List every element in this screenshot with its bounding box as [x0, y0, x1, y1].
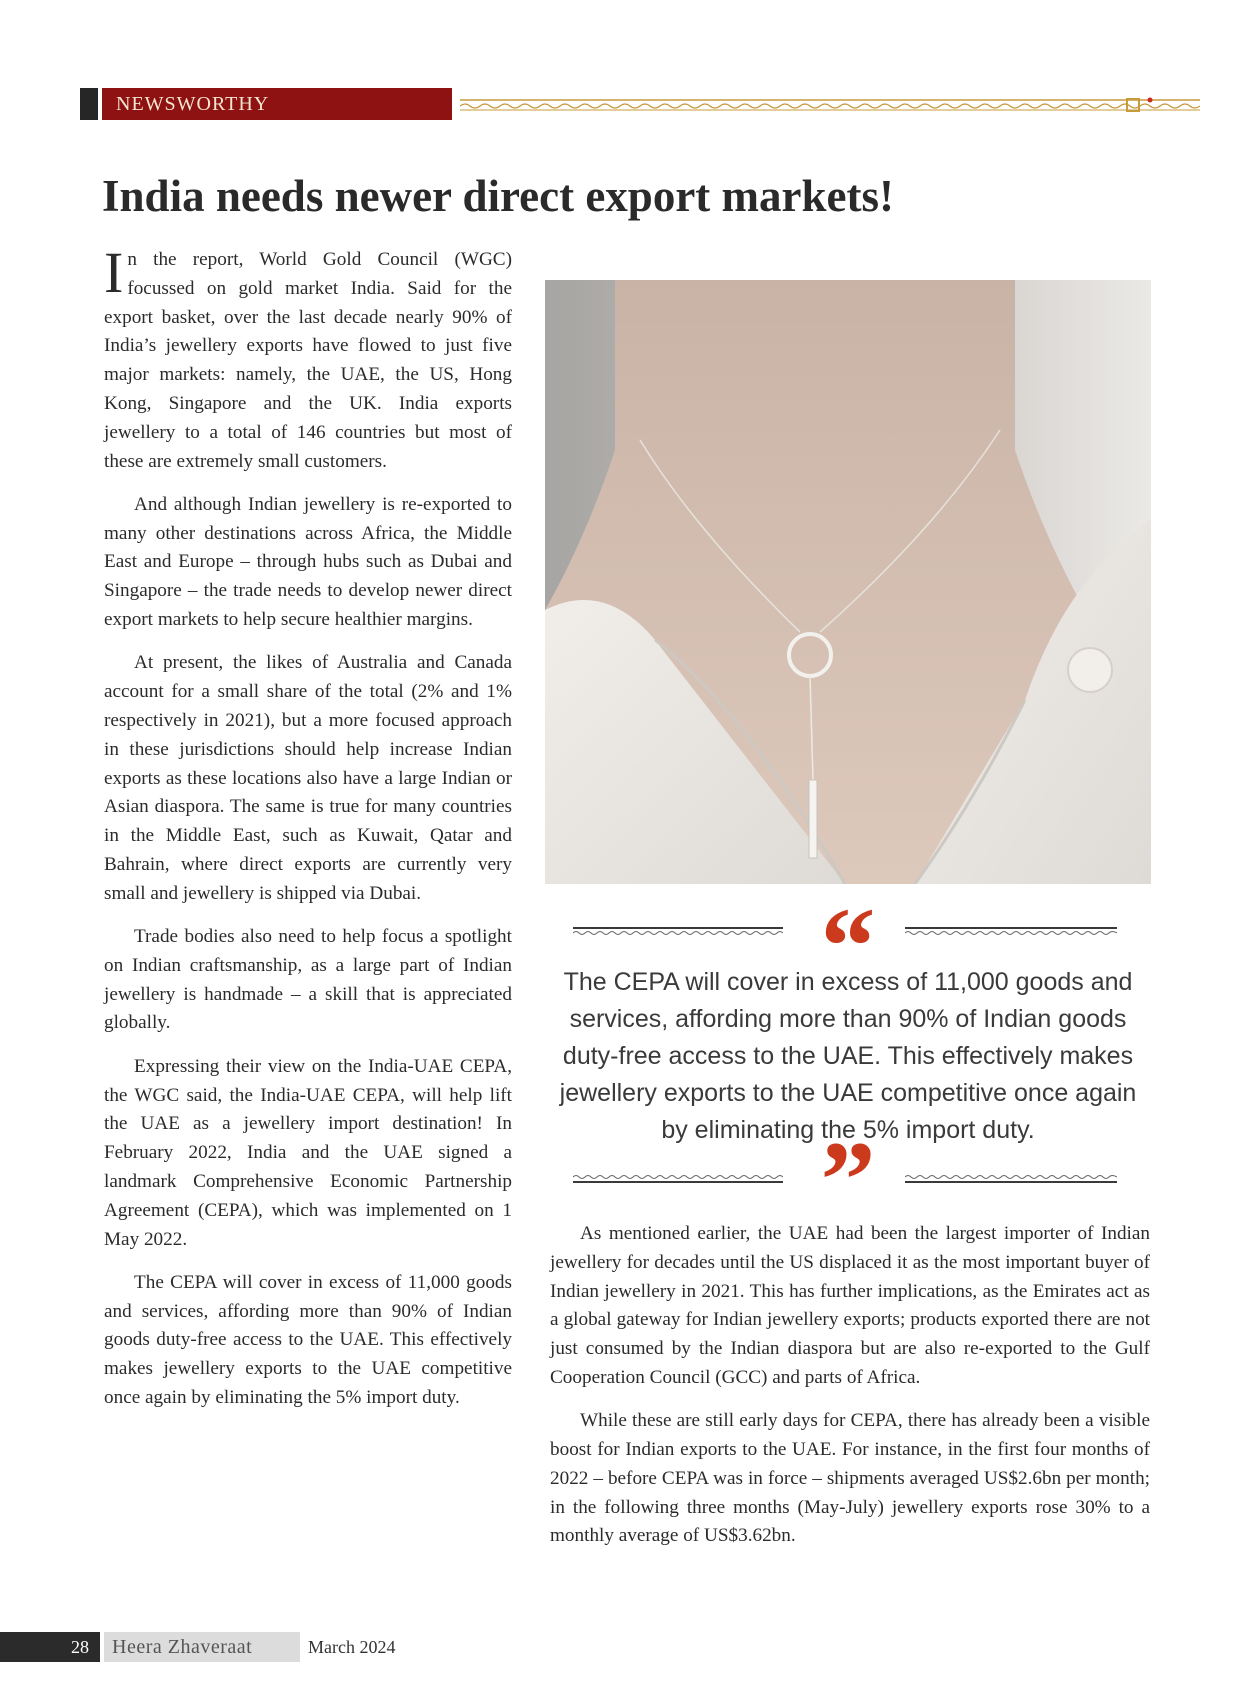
right-column [550, 1220, 1150, 1566]
pull-quote [545, 885, 1151, 1241]
section-label: NEWSWORTHY [102, 88, 452, 120]
decorative-chain-rule [460, 97, 1200, 111]
close-quote-icon: ” [820, 1119, 876, 1241]
drop-cap: I [104, 240, 124, 305]
quote-rule-bottom-right [905, 1174, 1117, 1184]
article-title: India needs newer direct export markets! [102, 171, 894, 221]
paragraph-1 [104, 240, 512, 476]
quote-rule-top-right [905, 926, 1117, 936]
quote-rule-top-left [573, 926, 783, 936]
necklace-illustration [545, 280, 1151, 884]
paragraph-2: And although Indian jewellery is re-exported to many other destinations across Africa, the Middle East and Europe – through hubs such as Dubai and Singapore – the trade needs to develop newer direct export markets to help secure healthier margins. [104, 493, 512, 631]
paragraph-1-text: n the report, World Gold Council (WGC) focussed on gold market India. Said for the export basket, over the last decade nearly 90% of India’s jewellery exports have flowed to just five major markets: namely, the UAE, the US, Hong Kong, Singapore and the UK. India exports jewellery to a total of 146 countries but most of these are extremely small customers. [104, 249, 512, 472]
magazine-name: Heera Zhaveraat [104, 1632, 300, 1662]
open-quote-icon: “ [820, 885, 876, 1007]
right-paragraph-2: While these are still early days for CEPA, there has already been a visible boost for Indian exports to the UAE. For instance, in the first four months of 2022 – before CEPA was in force – shipments averaged US$2.6bn per month; in the following three months (May-July) jewellery exports rose 30% to a monthly average of US$3.62bn. [550, 1410, 1150, 1547]
page-footer [0, 1632, 600, 1662]
quote-rule-bottom-left [573, 1174, 783, 1184]
page-number: 28 [71, 1637, 89, 1657]
paragraph-4: Trade bodies also need to help focus a spotlight on Indian craftsmanship, as a large part of Indian jewellery is handmade – a skill that is appreciated globally. [104, 926, 512, 1034]
paragraph-5: Expressing their view on the India-UAE CEPA, the WGC said, the India-UAE CEPA, will help lift the UAE as a jewellery import destination! In February 2022, India and the UAE signed a landmark Comprehensive Economic Partnership Agreement (CEPA), which was implemented on 1 May 2022. [104, 1055, 512, 1250]
pull-quote-text: The CEPA will cover in excess of 11,000 goods and services, affording more than 90% of Indian goods duty-free access to the UAE. This effectively makes jewellery exports to the UAE competitive once again by eliminating the 5% import duty. [559, 968, 1137, 1144]
necklace-photo [545, 280, 1151, 884]
decorative-end-square [1126, 98, 1140, 112]
section-header [80, 88, 1140, 120]
left-column [104, 240, 512, 1427]
issue-date: March 2024 [308, 1637, 396, 1657]
section-tab [80, 88, 98, 120]
right-paragraph-1: As mentioned earlier, the UAE had been the largest importer of Indian jewellery for decades until the US displaced it as the most important buyer of Indian jewellery in 2021. This has further implications, as the Emirates act as a global gateway for Indian jewellery exports; products exported there are not just consumed by the Indian diaspora but are also re-exported to the Gulf Cooperation Council (GCC) and parts of Africa. [550, 1223, 1150, 1388]
paragraph-6: The CEPA will cover in excess of 11,000 goods and services, affording more than 90% of Indian goods duty-free access to the UAE. This effectively makes jewellery exports to the UAE competitive once again by eliminating the 5% import duty. [104, 1271, 512, 1408]
paragraph-3: At present, the likes of Australia and Canada account for a small share of the total (2% and 1% respectively in 2021), but a more focused approach in these jurisdictions should help increase Indian exports as these locations also have a large Indian or Asian diaspora. The same is true for many countries in the Middle East, such as Kuwait, Qatar and Bahrain, where direct exports are currently very small and jewellery is shipped via Dubai. [104, 652, 512, 904]
